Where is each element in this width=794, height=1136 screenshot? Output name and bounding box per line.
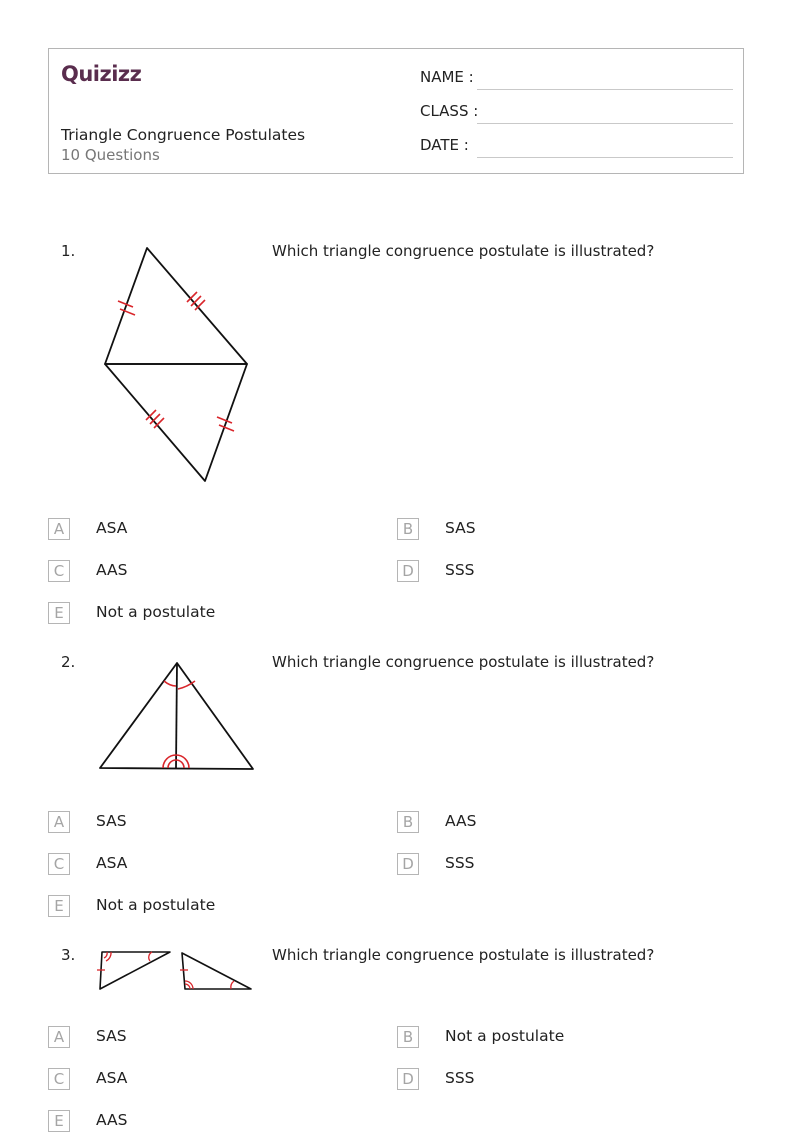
median-segment bbox=[176, 663, 177, 768]
option-text: ASA bbox=[96, 519, 128, 537]
option-text: SSS bbox=[445, 854, 475, 872]
question-number: 1. bbox=[61, 242, 76, 260]
name-field-line[interactable] bbox=[477, 89, 733, 90]
option-letter: A bbox=[48, 518, 70, 540]
option-text: AAS bbox=[445, 812, 477, 830]
date-field-line[interactable] bbox=[477, 157, 733, 158]
worksheet-title: Triangle Congruence Postulates bbox=[61, 126, 306, 144]
option-text: ASA bbox=[96, 1069, 128, 1087]
option-text: Not a postulate bbox=[96, 603, 216, 621]
option-letter: E bbox=[48, 1110, 70, 1132]
option-letter: C bbox=[48, 853, 70, 875]
option-letter: B bbox=[397, 518, 419, 540]
two-triangles-figure bbox=[94, 948, 256, 994]
option-text: ASA bbox=[96, 854, 128, 872]
option-letter: A bbox=[48, 1026, 70, 1048]
option-text: SAS bbox=[445, 519, 476, 537]
upper-triangle bbox=[105, 248, 247, 364]
bisected-triangle-figure bbox=[90, 655, 265, 775]
class-field-line[interactable] bbox=[477, 123, 733, 124]
class-label: CLASS : bbox=[420, 102, 479, 120]
quizizz-logo bbox=[61, 59, 161, 91]
option-text: SAS bbox=[96, 812, 127, 830]
congruence-marks bbox=[97, 952, 234, 989]
worksheet-header bbox=[48, 48, 744, 174]
option-letter: C bbox=[48, 560, 70, 582]
question-count: 10 Questions bbox=[61, 146, 160, 164]
option-text: SSS bbox=[445, 1069, 475, 1087]
svg-text:Quizizz: Quizizz bbox=[61, 62, 142, 86]
question-number: 2. bbox=[61, 653, 76, 671]
angle-marks bbox=[163, 681, 195, 768]
option-letter: B bbox=[397, 811, 419, 833]
kite-triangles-figure bbox=[90, 236, 260, 492]
option-text: Not a postulate bbox=[445, 1027, 565, 1045]
question-text: Which triangle congruence postulate is illustrated? bbox=[272, 946, 655, 964]
question-text: Which triangle congruence postulate is illustrated? bbox=[272, 242, 655, 260]
question-text: Which triangle congruence postulate is illustrated? bbox=[272, 653, 655, 671]
option-text: SAS bbox=[96, 1027, 127, 1045]
question-number: 3. bbox=[61, 946, 76, 964]
option-letter: C bbox=[48, 1068, 70, 1090]
option-letter: D bbox=[397, 560, 419, 582]
option-text: AAS bbox=[96, 1111, 128, 1129]
option-letter: E bbox=[48, 895, 70, 917]
name-label: NAME : bbox=[420, 68, 474, 86]
right-triangle bbox=[182, 953, 251, 989]
option-letter: E bbox=[48, 602, 70, 624]
option-text: SSS bbox=[445, 561, 475, 579]
option-letter: D bbox=[397, 853, 419, 875]
option-letter: B bbox=[397, 1026, 419, 1048]
date-label: DATE : bbox=[420, 136, 469, 154]
option-letter: A bbox=[48, 811, 70, 833]
option-text: Not a postulate bbox=[96, 896, 216, 914]
option-text: AAS bbox=[96, 561, 128, 579]
lower-triangle bbox=[105, 364, 247, 481]
option-letter: D bbox=[397, 1068, 419, 1090]
congruence-tick-marks bbox=[118, 292, 234, 431]
